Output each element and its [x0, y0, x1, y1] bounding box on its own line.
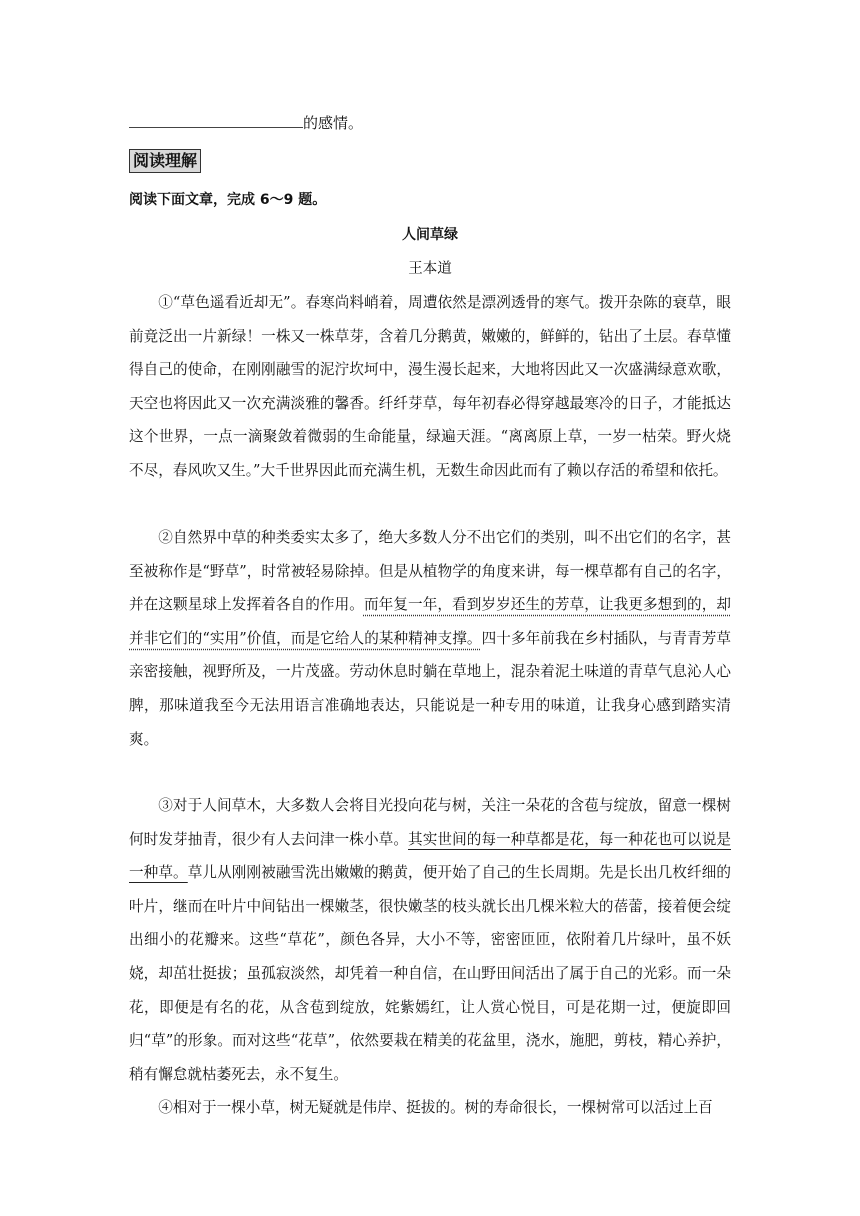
- paragraph-1: ①“草色遥看近却无”。春寒尚料峭着，周遭依然是漂冽透骨的寒气。拨开杂陈的衰草，眼前竟泛出一片新绿！一株又一株草芽，含着几分鹅黄，嫩嫩的，鲜鲜的，钻出了土层。春草懂得自己的使命，在刚刚融雪的泥泞坎坷中，漫生漫长起来，大地将因此又一次盛满绿意欢歌，天空也将因此又一次充满淡雅的馨香。纤纤芽草，每年初春必得穿越最寒冷的日子，才能抵达这个世界，一点一滴聚敛着微弱的生命能量，绿遍天涯。“离离原上草，一岁一枯荣。野火烧不尽，春风吹又生。”大千世界因此而充满生机，无数生命因此而有了赖以存活的希望和依托。: [129, 294, 731, 479]
- paragraph-4: ④相对于一棵小草，树无疑就是伟岸、挺拔的。树的寿命很长，一棵树常可以活过上百: [158, 1099, 713, 1116]
- paragraph-3-end: 草儿从刚刚被融雪洗出嫩嫩的鹅黄，便开始了自己的生长周期。先是长出几枚纤细的叶片，继而在叶片中间钻出一棵嫩茎，很快嫩茎的枝头就长出几棵米粒大的蓓蕾，接着便会绽出细小的花瓣来。这些“草花”，颜色各异，大小不等，密密匝匝，依附着几片绿叶，虽不妖娆，却茁壮挺拔；虽孤寂淡然，却凭着一种自信，在山野田间活出了属于自己的光彩。而一朵花，即便是有名的花，从含苞到绽放，姹紫嫣红，让人赏心悦目，可是花期一过，便旋即回归“草”的形象。而对这些“花草”，依然要栽在精美的花盆里，浇水，施肥，剪枝，精心养护，稍有懈怠就枯萎死去，永不复生。: [129, 864, 731, 1083]
- article-author: 王本道: [408, 261, 452, 277]
- paragraph-2-dotted-sentence: 而年复一年，看到岁岁还生的芳草，让我更多想到的，却并非它们的“实用”价值，而是它给人的某种精神支撑。: [129, 596, 731, 647]
- paragraph-3: [129, 789, 731, 1091]
- paragraph-2-start: ②自然界中草的种类委实太多了，绝大多数人分不出它们的类别，叫不出它们的名字，甚至被称作是“野草”，时常被轻易除掉。但是从植物学的角度来讲，每一棵草都有自己的名字，并在这颗星球上发挥着各自的作用。: [129, 529, 731, 614]
- answer-blank: [129, 113, 303, 128]
- reading-instruction: 阅读下面文章，完成 6～9 题。: [129, 192, 327, 208]
- section-heading-reading: 阅读理解: [129, 149, 201, 173]
- answer-blank-suffix: 的感情。: [303, 114, 364, 132]
- paragraph-2-end: 四十多年前我在乡村插队，与青青芳草亲密接触，视野所及，一片茂盛。劳动休息时躺在草地上，混杂着泥土味道的青草气息沁人心脾，那味道我至今无法用语言准确地表达，只能说是一种专用的味道，让我身心感到踏实清爽。: [129, 629, 731, 748]
- paragraph-3-underlined-sentence: 其实世间的每一种草都是花，每一种花也可以说是一种草。: [129, 830, 731, 882]
- paragraph-2: [129, 521, 731, 756]
- paragraph-3-start: ③对于人间草木，大多数人会将目光投向花与树，关注一朵花的含苞与绽放，留意一棵树何时发芽抽青，很少有人去问津一株小草。: [129, 797, 731, 848]
- article-title: 人间草绿: [402, 227, 458, 243]
- answer-blank-line: [129, 112, 363, 134]
